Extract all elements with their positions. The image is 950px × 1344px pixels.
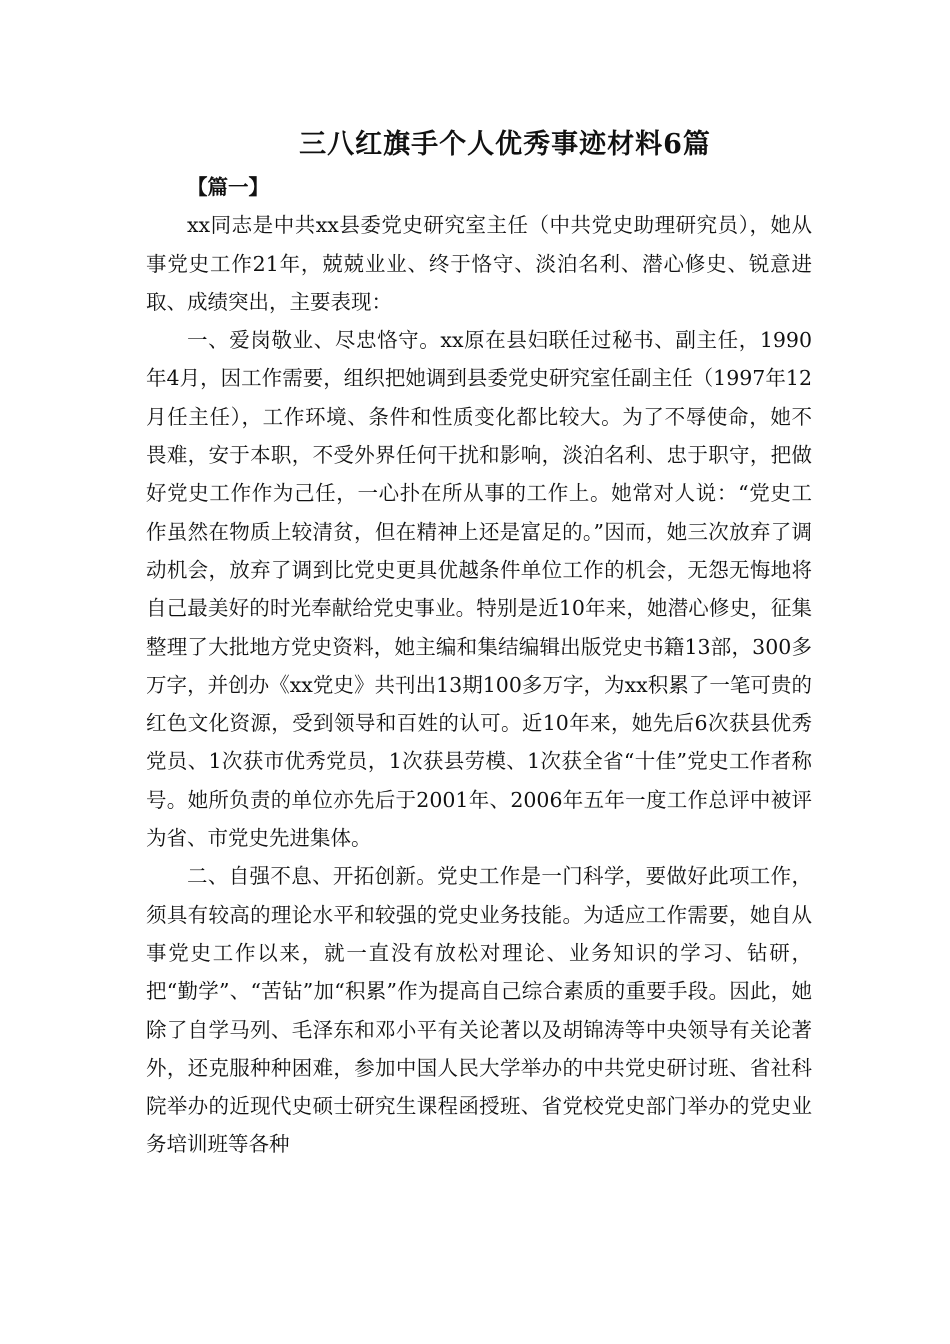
document-body bbox=[146, 168, 812, 1164]
document-title: 三八红旗手个人优秀事迹材料6篇 bbox=[299, 129, 711, 160]
paragraph-point-two: 二、自强不息、开拓创新。党史工作是一门科学，要做好此项工作，须具有较高的理论水平和较强的党史业务技能。为适应工作需要，她自从事党史工作以来，就一直没有放松对理论、业务知识的学习、钻研，把“勤学”、“苦钻”加“积累”作为提高自己综合素质的重要手段。因此，她除了自学马列、毛泽东和邓小平有关论著以及胡锦涛等中央领导有关论著外，还克服种种困难，参加中国人民大学举办的中共党史研讨班、省社科院举办的近现代史硕士研究生课程函授班、省党校党史部门举办的党史业务培训班等各种 bbox=[146, 864, 812, 1157]
section-heading: 【篇一】 bbox=[187, 175, 269, 199]
paragraph-point-one: 一、爱岗敬业、尽忠恪守。xx原在县妇联任过秘书、副主任，1990年4月，因工作需要，组织把她调到县委党史研究室任副主任（1997年12月任主任），工作环境、条件和性质变化都比较大。为了不辱使命，她不畏难，安于本职，不受外界任何干扰和影响，淡泊名利、忠于职守，把做好党史工作作为己任，一心扑在所从事的工作上。她常对人说：“党史工作虽然在物质上较清贫，但在精神上还是富足的。”因而，她三次放弃了调动机会，放弃了调到比党史更具优越条件单位工作的机会，无怨无悔地将自己最美好的时光奉献给党史事业。特别是近10年来，她潜心修史，征集整理了大批地方党史资料，她主编和集结编辑出版党史书籍13部，300多万字，并创办《xx党史》共刊出13期100多万字，为xx积累了一笔可贵的红色文化资源，受到领导和百姓的认可。近10年来，她先后6次获县优秀党员、1次获市优秀党员，1次获县劳模、1次获全省“十佳”党史工作者称号。她所负责的单位亦先后于2001年、2006年五年一度工作总评中被评为省、市党史先进集体。 bbox=[146, 328, 812, 851]
paragraph-intro: xx同志是中共xx县委党史研究室主任（中共党史助理研究员），她从事党史工作21年，兢兢业业、终于恪守、淡泊名利、潜心修史、锐意进取、成绩突出，主要表现： bbox=[146, 213, 812, 314]
